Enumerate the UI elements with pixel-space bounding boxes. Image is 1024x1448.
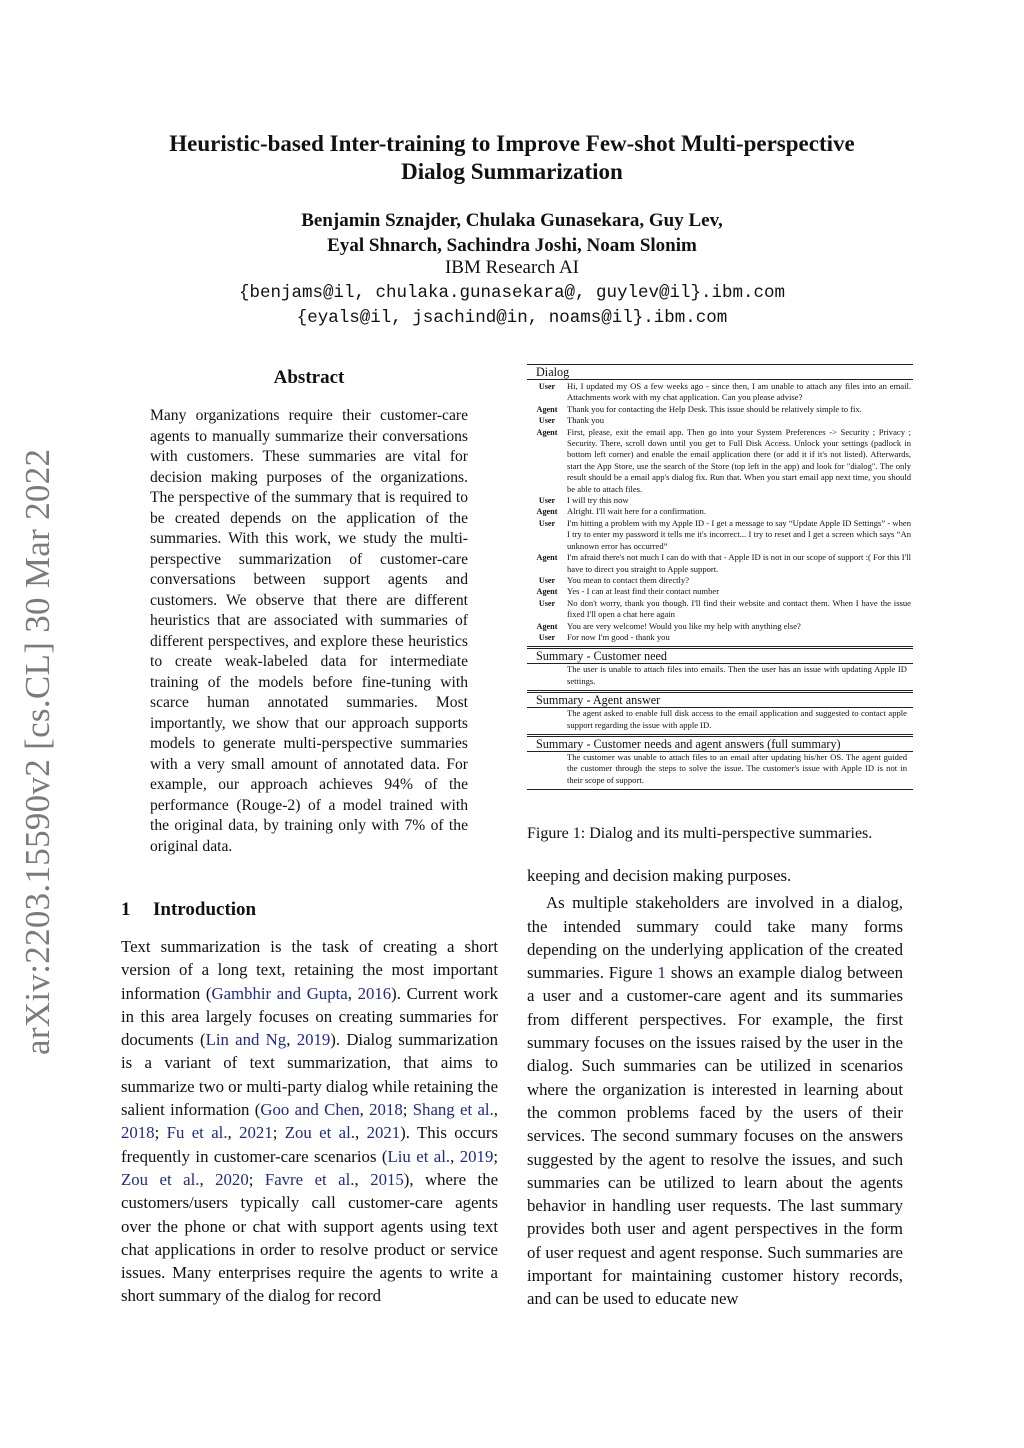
- intro-text: ,: [286, 1030, 297, 1050]
- paragraph-text: As multiple stakeholders are involved in a dialog, the intended summary could take many forms depending on the underlying application of the created summaries. Figure: [527, 893, 903, 983]
- intro-text: ,: [347, 983, 358, 1003]
- citation-link[interactable]: 2016: [357, 983, 392, 1003]
- citation-link[interactable]: 2019: [296, 1030, 331, 1050]
- utterance: Hi, I updated my OS a few weeks ago - since then, I am unable to attach any files into an email. Attachments work with my chat application. Can you please advise?: [567, 381, 911, 403]
- dialog-turn: [527, 598, 913, 621]
- intro-text: ,: [354, 1169, 371, 1189]
- intro-text: ), where the customers/users typically call customer-care agents over the phone or chat with support agents using text chat applications in order to resolve product or service issues. Many enterprises require the agents to write a short summary of the dialog for record: [121, 1169, 499, 1306]
- summary-text: The customer was unable to attach files to an email after updating his/her OS. The agent guided the customer through the steps to solve the issue. The customer's issue with Apple ID is not in their scope of support.: [567, 751, 907, 785]
- speaker-label: User: [538, 632, 556, 642]
- dialog-turn: [527, 404, 913, 415]
- dialog-turn: [527, 586, 913, 597]
- intro-paragraph: [121, 935, 498, 1308]
- speaker-label: Agent: [536, 404, 558, 414]
- email-line-1: {benjams@il, chulaka.gunasekara@, guylev@il}.ibm.com: [238, 283, 786, 303]
- figure-caption: Figure 1: Dialog and its multi-perspective summaries.: [527, 825, 873, 842]
- intro-text: ). This occurs frequently in customer-care scenarios (: [121, 1123, 499, 1166]
- utterance: You are very welcome! Would you like my help with anything else?: [567, 620, 801, 631]
- title-line-2: Dialog Summarization: [401, 159, 623, 184]
- speaker-label: Agent: [536, 427, 558, 437]
- paragraph: keeping and decision making purposes.: [527, 866, 792, 885]
- utterance: Thank you for contacting the Help Desk. This issue should be relatively simple to fix.: [567, 403, 862, 414]
- dialog-heading: Dialog: [536, 365, 570, 379]
- section-heading-introduction: [121, 899, 256, 921]
- citation-link[interactable]: Fu et al.: [166, 1123, 228, 1143]
- intro-text: ;: [248, 1169, 265, 1189]
- utterance: For now I'm good - thank you: [567, 631, 670, 642]
- intro-text: ,: [359, 1100, 370, 1120]
- citation-link[interactable]: 2018: [121, 1123, 155, 1143]
- citation-link[interactable]: Gambhir and Gupta: [211, 983, 348, 1003]
- intro-text: ,: [227, 1123, 240, 1143]
- section-title: Introduction: [153, 899, 257, 920]
- utterance: Thank you: [567, 415, 604, 426]
- dialog-turn: [527, 427, 913, 495]
- summary-list: [527, 646, 913, 786]
- utterance: First, please, exit the email app. Then go into your System Preferences -> Security ; Privacy ; Security. There, scroll down until you get to Full Disk Access. Unlock your settings (padlock in bottom left corner) and enable the email application there (or add it if it's not listed). Afterwards, start the App Store, use the search of the Store (top left in the app) and look for "dialog". The only result should be a email app's dialog fix. Run that. When you start email app next time, you should be able to attach files.: [567, 426, 911, 494]
- section-number: 1: [121, 899, 131, 920]
- intro-text: ). Current work in this area largely focuses on creating summaries for documents (: [121, 983, 498, 1050]
- citation-link[interactable]: 2021: [366, 1123, 401, 1143]
- citation-link[interactable]: Liu et al.: [387, 1146, 451, 1166]
- dialog-turn: [527, 495, 913, 506]
- citation-link[interactable]: 2018: [369, 1100, 403, 1120]
- dialog-turn: [527, 621, 913, 632]
- right-column-text: [527, 864, 903, 1311]
- abstract-body: Many organizations require their customer-care agents to manually summarize their conversations with customers. These summaries are vital for decision making purposes of the organizations. The perspective of the summary that is required to be created depends on the application of the summaries. With this work, we study the multi-perspective summarization of customer-care conversations between support agents and customers. We observe that there are different heuristics that are associated with summaries of different perspectives, and explore these heuristics to create weak-labeled data for intermediate training of the models before fine-tuning with scarce human annotated summaries. Most importantly, we show that our approach supports models to generate multi-perspective summaries with a very small amount of annotated data. For example, our approach achieves 94% of the performance (Rouge-2) of a model trained with the original data, by training only with 7% of the original data.: [150, 407, 468, 855]
- speaker-label: User: [538, 575, 556, 585]
- author-list: [120, 208, 904, 258]
- citation-link[interactable]: Goo and Chen: [260, 1100, 360, 1120]
- speaker-label: Agent: [536, 507, 558, 517]
- speaker-label: Agent: [536, 587, 558, 597]
- utterance: No don't worry, thank you though. I'll find their website and contact them. When I have the issue fixed I'll open a chat here again: [567, 597, 911, 620]
- intro-text: ,: [493, 1100, 498, 1120]
- speaker-label: Agent: [536, 553, 558, 563]
- paper-title: [120, 130, 904, 186]
- paragraph: [527, 891, 903, 1310]
- dialog-turn: [527, 506, 913, 517]
- utterance: I'm afraid there's not much I can do with that - Apple ID is not in our scope of support :( For this I'll have to direct you straight to Apple support.: [567, 552, 911, 574]
- summary-text: The agent asked to enable full disk access to the email application and suggested to contact apple support regarding the issue with apple ID.: [567, 708, 907, 730]
- speaker-label: User: [538, 416, 556, 426]
- speaker-label: User: [538, 598, 556, 608]
- dialog-turn: [527, 632, 913, 643]
- paragraph-text: shows an example dialog between a user and a customer-care agent and its summaries from different perspectives. For example, the first summary focuses on the issues raised by the user in the dialog. Such summaries can be utilized in scenarios where the organization is interested in learning about the common problems faced by the users of their services. The second summary focuses on the answers suggested by the agent to resolve the issues, and such summaries can be utilized to learn about the agents behavior in handling user requests. The last summary provides both user and agent perspectives in the form of user request and agent response. Such summaries are important for maintaining customer history records, and can be used to educate new: [527, 963, 903, 1309]
- citation-link[interactable]: Favre et al.: [264, 1169, 355, 1189]
- figure-ref-link[interactable]: 1: [657, 963, 666, 983]
- intro-text: ;: [402, 1100, 413, 1120]
- intro-text: ;: [493, 1146, 498, 1166]
- figure-1: [527, 364, 913, 790]
- citation-link[interactable]: 2021: [239, 1123, 273, 1143]
- dialog-turn: [527, 575, 913, 586]
- citation-link[interactable]: 2020: [215, 1169, 249, 1189]
- utterance: I will try this now: [567, 495, 629, 506]
- utterance: Yes - I can at least find their contact number: [567, 586, 720, 597]
- affiliation: IBM Research AI: [444, 257, 580, 278]
- authors-line-2: Eyal Shnarch, Sachindra Joshi, Noam Slonim: [327, 235, 697, 256]
- abstract-heading: Abstract: [273, 367, 345, 388]
- speaker-label: User: [538, 382, 556, 391]
- email-line-2: {eyals@il, jsachind@in, noams@il}.ibm.com: [296, 308, 728, 328]
- utterance: You mean to contact them directly?: [567, 574, 690, 585]
- summary-text: The user is unable to attach files into emails. Then the user has an issue with updating Apple ID settings.: [567, 664, 907, 686]
- intro-text: ;: [272, 1123, 285, 1143]
- summary-heading: Summary - Agent answer: [536, 693, 661, 708]
- intro-text: ;: [154, 1123, 167, 1143]
- dialog-turn: [527, 415, 913, 426]
- citation-link[interactable]: Zou et al.: [121, 1169, 200, 1189]
- authors-line-1: Benjamin Sznajder, Chulaka Gunasekara, Guy Lev,: [301, 210, 723, 231]
- utterance: I'm hitting a problem with my Apple ID - I get a message to say “Update Apple ID Settings” - when I try to enter my password it tells me it's incorrect... I try to reset and I get a screen which says “An unknown error has occurred”: [567, 517, 911, 551]
- summary-heading: Summary - Customer needs and agent answers (full summary): [536, 736, 841, 751]
- citation-link[interactable]: Lin and Ng: [205, 1030, 287, 1050]
- dialog-turn: [527, 552, 913, 575]
- citation-link[interactable]: Shang et al.: [412, 1100, 494, 1120]
- title-line-1: Heuristic-based Inter-training to Improve Few-shot Multi-perspective: [169, 131, 855, 156]
- arxiv-side-stamp: arXiv:2203.15590v2 [cs.CL] 30 Mar 2022: [18, 448, 57, 1055]
- intro-text: ,: [450, 1146, 460, 1166]
- summary-heading: Summary - Customer need: [536, 649, 667, 664]
- dialog-turn: [527, 381, 913, 404]
- intro-text: ,: [199, 1169, 216, 1189]
- dialog-turns: [527, 381, 913, 643]
- intro-text: Text summarization is the task of creating a short version of a long text, retaining the most important information (: [121, 937, 498, 1003]
- citation-link[interactable]: Zou et al.: [284, 1123, 355, 1143]
- intro-text: ). Dialog summarization is a variant of text summarization, that aims to summarize two or multi-party dialog while retaining the salient information (: [121, 1030, 499, 1120]
- speaker-label: User: [538, 518, 556, 528]
- speaker-label: Agent: [536, 621, 558, 631]
- dialog-turn: [527, 518, 913, 552]
- citation-link[interactable]: 2015: [370, 1169, 404, 1189]
- speaker-label: User: [538, 496, 556, 506]
- intro-text: ,: [355, 1123, 367, 1143]
- utterance: Alright. I'll wait here for a confirmation.: [567, 506, 707, 517]
- citation-link[interactable]: 2019: [459, 1146, 494, 1166]
